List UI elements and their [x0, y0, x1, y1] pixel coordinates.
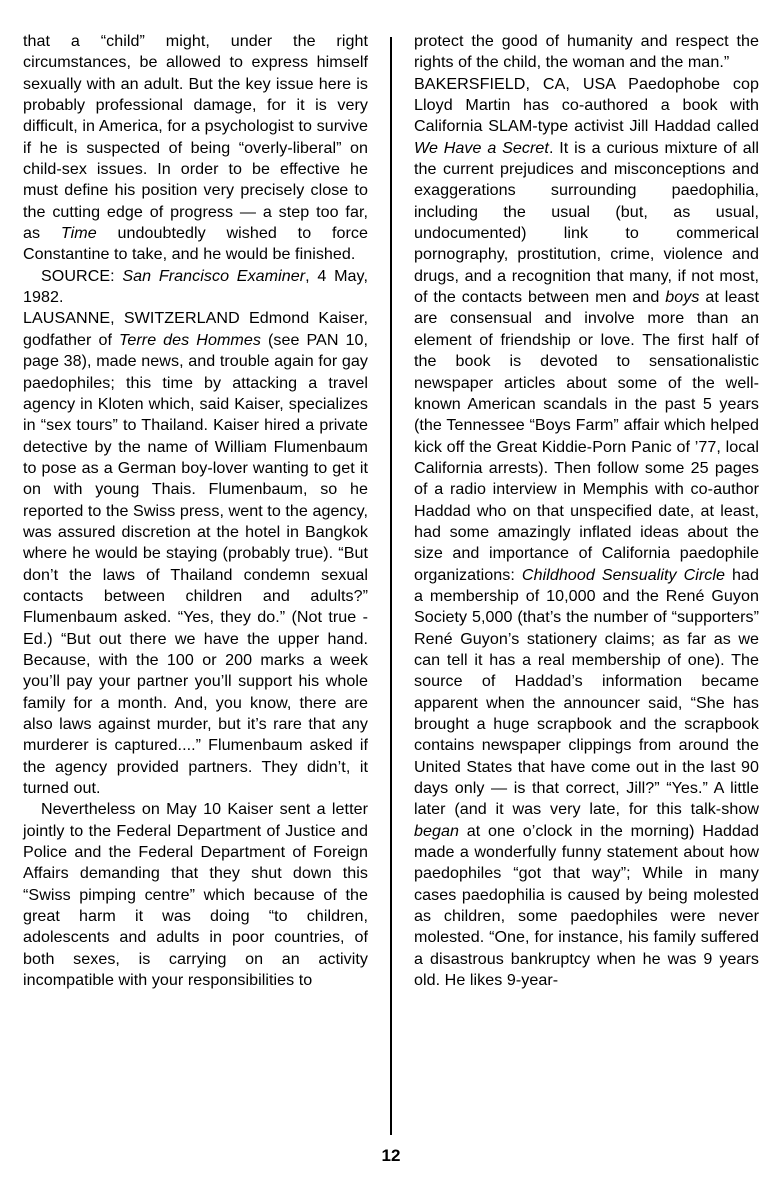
bakersfield-body-3: at least are consensual and involve more than an element of friendship or love. The first half of the book is devoted to sensationalistic newspaper articles about some of the well-known American scandals in the past 5 years (the Tennessee “Boys Farm” affair which helped kick off the Great Kiddie-Porn Panic of ’77, local California arrests). Then follow some 25 pages of a radio interview in Memphis with co-author Haddad who on that unspecified date, at least, had some amazingly inflated ideas about the size and importance of California paedophile organizations:	[414, 288, 759, 584]
page-number: 12	[381, 1146, 401, 1165]
left-column	[23, 31, 368, 1141]
lausanne-body-3: Nevertheless on May 10 Kaiser sent a letter jointly to the Federal Department of Justice and Police and the Federal Department of Foreign Affairs demanding that they shut down this “Swiss pimping centre” which because of the great harm it was doing “to children, adolescents and adults in poor countries, of both sexes, is carrying on an activity incompatible with your responsibilities to	[23, 800, 368, 990]
source-label: SOURCE:	[41, 266, 123, 285]
italic-began: began	[414, 821, 460, 840]
italic-san-francisco-examiner: San Francisco Examiner	[122, 266, 306, 285]
paragraph-lausanne-continued	[414, 31, 759, 74]
dateline-lausanne: LAUSANNE, SWITZERLAND	[23, 309, 249, 328]
paragraph-source-citation	[23, 266, 368, 309]
italic-childhood-sensuality-circle: Childhood Sensuality Circle	[521, 565, 725, 584]
constantine-continued-text: that a “child” might, under the right circumstances, be allowed to express himself sexually with an adult. But the key issue here is probably professional damage, for it is very difficult, in America, for a psychologist to survive if he is suspected of being “overly-liberal” on child-sex issues. In order to be effective he must define his position very precisely close to the cutting edge of progress — a step too far, as	[23, 32, 368, 243]
constantine-continued-tail: undoubtedly wished to force Constantine to take, and he would be finished.	[23, 224, 368, 264]
paragraph-constantine-continued	[23, 31, 368, 266]
italic-time: Time	[60, 224, 97, 243]
lausanne-body-1: Edmond Kaiser, godfather of	[23, 309, 368, 349]
italic-boys: boys	[665, 288, 700, 307]
paragraph-lausanne-item	[23, 308, 368, 799]
lausanne-body-2: (see PAN 10, page 38), made news, and trouble again for gay paedophiles; this time by attacking a travel agency in Kloten which, said Kaiser, specializes in “sex tours” to Thailand. Kaiser hired a private detective by the name of William Flumenbaum to pose as a German boy-lover wanting to get it on with young Thais. Flumenbaum, so he reported to the Swiss press, went to the agency, was assured discretion at the hotel in Bangkok where he would be staying (probably true). “But don’t the laws of Thailand condemn sexual contacts between children and adults?” Flumenbaum asked. “Yes, they do.” (Not true - Ed.) “But out there we have the upper hand. Because, with the 100 or 200 marks a week you’ll pay your partner you’ll support his whole family for a month. And, you know, there are also laws against murder, but it’s rare that any murderer is captured....” Flumenbaum asked if the agency provided partners. They didn’t, it turned out.	[23, 330, 368, 798]
dateline-bakersfield: BAKERSFIELD, CA, USA	[414, 74, 629, 93]
italic-we-have-a-secret: We Have a Secret	[414, 138, 549, 157]
italic-terre-des-hommes: Terre des Hommes	[118, 330, 261, 349]
source-date: , 4 May, 1982.	[23, 266, 368, 307]
text-columns	[0, 31, 782, 1141]
bakersfield-body-4: had a membership of 10,000 and the René Guyon Society 5,000 (that’s the number of “supporters” René Guyon’s stationery claims; as far as we can tell it has a real membership of one). The source of Haddad’s information became apparent when the announcer said, “She has brought a huge scrapbook and the scrapbook contains newspaper clippings from around the United States that have come out in the last 90 days only — is that correct, Jill?” “Yes.” A little later (and it was very late, for this talk-show	[414, 565, 759, 819]
paragraph-bakersfield-item	[414, 74, 759, 992]
bakersfield-body-1: Paedophobe cop Lloyd Martin has co-authored a book with California SLAM-type activist Jill Haddad called	[414, 74, 759, 136]
bakersfield-body-2: . It is a curious mixture of all the current prejudices and misconceptions and exaggerations surrounding paedophilia, including the usual (but, as usual, undocumented) link to commerical pornography, prostitution, crime, violence and drugs, and a recognition that many, if not most, of the contacts between men and	[414, 138, 759, 307]
right-column	[414, 31, 759, 1141]
bakersfield-body-5: at one o’clock in the morning) Haddad made a wonderfully funny statement about how paedophiles “got that way”; While in many cases paedophilia is caused by being molested as children, some paedophiles were never molested. “One, for instance, his family suffered a disastrous bankruptcy when he was 9 years old. He likes 9-year-	[414, 821, 759, 990]
paragraph-lausanne-letter	[23, 799, 368, 991]
lausanne-continued-text: protect the good of humanity and respect the rights of the child, the woman and the man.”	[414, 32, 759, 72]
